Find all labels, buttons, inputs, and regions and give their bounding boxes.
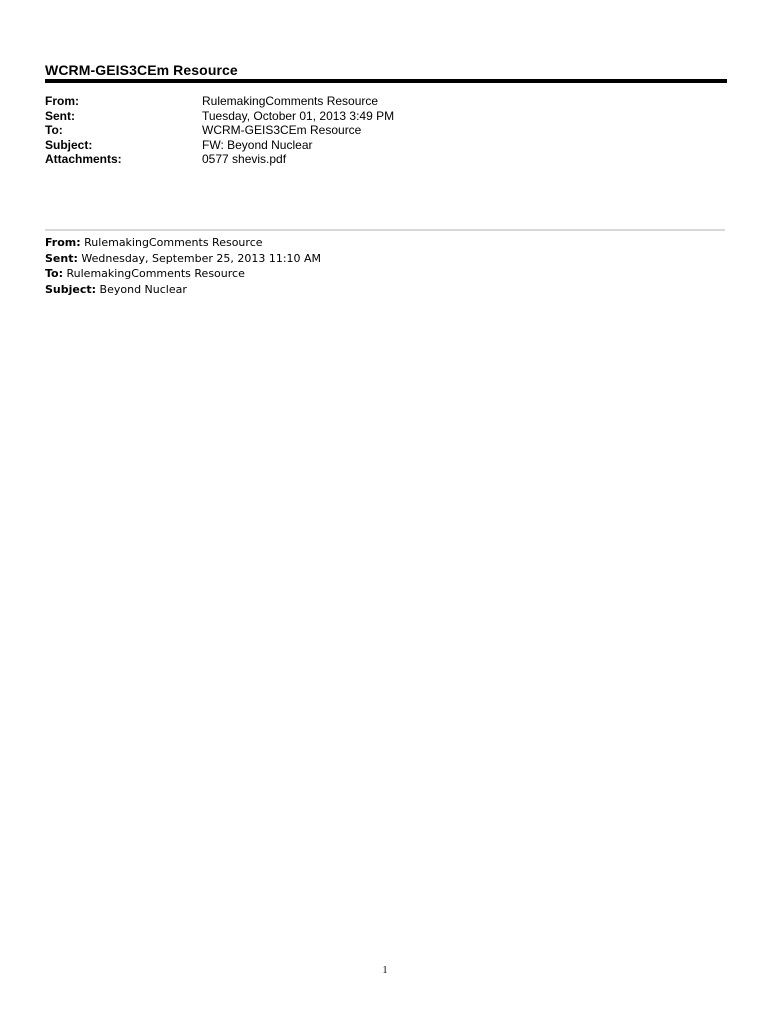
forwarded-row-from	[45, 235, 321, 251]
attachment-filename: 0577 shevis.pdf	[202, 152, 287, 166]
forwarded-value-from: RulemakingComments Resource	[84, 236, 263, 249]
header-value-sent: Tuesday, October 01, 2013 3:49 PM	[202, 108, 395, 123]
forwarded-header	[45, 235, 321, 297]
header-row-subject	[45, 138, 727, 153]
forwarded-value-to: RulemakingComments Resource	[66, 267, 245, 280]
message-divider	[45, 229, 725, 231]
header-row-from	[45, 94, 727, 109]
forwarded-label-sent: Sent:	[45, 251, 78, 265]
header-label-attachments: Attachments:	[45, 152, 122, 166]
forwarded-row-to	[45, 266, 321, 282]
forwarded-label-from: From:	[45, 236, 81, 249]
forwarded-row-sent	[45, 251, 321, 267]
email-header	[45, 94, 727, 167]
header-value-from: RulemakingComments Resource	[202, 94, 379, 108]
header-row-attachments	[45, 152, 727, 167]
header-value-to: WCRM-GEIS3CEm Resource	[202, 123, 362, 137]
header-label-from: From:	[45, 94, 79, 108]
header-row-sent	[45, 109, 727, 124]
header-label-to: To:	[45, 123, 63, 137]
page-number: 1	[382, 965, 388, 976]
forwarded-label-to: To:	[45, 267, 63, 280]
header-row-to	[45, 123, 727, 138]
forwarded-value-sent: Wednesday, September 25, 2013 11:10 AM	[81, 251, 322, 265]
forwarded-row-subject	[45, 282, 321, 298]
forwarded-label-subject: Subject:	[45, 282, 97, 296]
header-label-sent: Sent:	[45, 108, 75, 123]
mailbox-title: WCRM-GEIS3CEm Resource	[45, 62, 238, 78]
header-value-subject: FW: Beyond Nuclear	[202, 137, 313, 152]
title-rule	[45, 79, 727, 83]
forwarded-value-subject: Beyond Nuclear	[99, 282, 187, 296]
header-label-subject: Subject:	[45, 137, 93, 152]
